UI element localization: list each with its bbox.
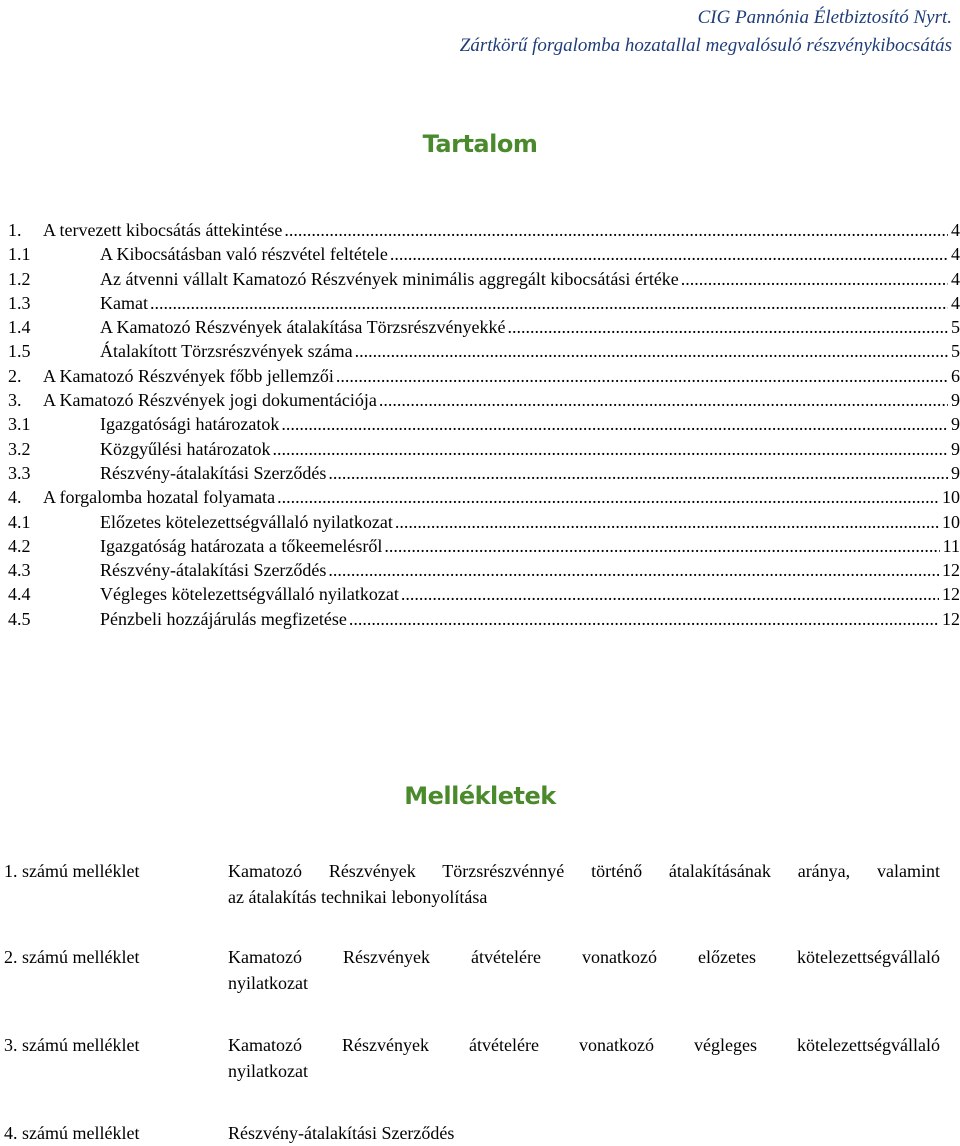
toc-entry[interactable] (0, 461, 960, 485)
toc-entry-number: 3.3 (8, 462, 31, 483)
toc-entry-page: 9 (951, 414, 960, 435)
toc-entry-title: A Kamatozó Részvények jogi dokumentációja (43, 390, 377, 411)
toc-entry-number: 4.4 (8, 584, 31, 605)
toc-entry[interactable] (0, 388, 960, 412)
toc-dot-leader (328, 558, 939, 582)
toc-entry-number: 4.5 (8, 608, 31, 629)
toc-dot-leader (681, 267, 948, 291)
toc-entry-page: 10 (942, 487, 960, 508)
toc-entry-page: 12 (942, 584, 960, 605)
appendix-description-line: Részvény-átalakítási Szerződés (228, 1123, 455, 1143)
toc-entry-page: 12 (942, 608, 960, 629)
toc-entry-page: 9 (951, 462, 960, 483)
toc-dot-leader (281, 412, 948, 436)
toc-entry-number: 1.1 (8, 244, 31, 265)
page-header (460, 4, 952, 60)
toc-entry[interactable] (0, 218, 960, 242)
toc-entry-page: 4 (951, 268, 960, 289)
toc-entry-title: Közgyűlési határozatok (100, 438, 271, 459)
toc-entry-title: A Kibocsátásban való részvétel feltétele (100, 244, 388, 265)
toc-entry[interactable] (0, 315, 960, 339)
toc-entry[interactable] (0, 534, 960, 558)
toc-dot-leader (336, 364, 948, 388)
toc-dot-leader (401, 582, 939, 606)
toc-entry-number: 1.4 (8, 317, 31, 338)
toc-entry-page: 9 (951, 390, 960, 411)
appendix-description (228, 1120, 940, 1146)
toc-entry-title: A tervezett kibocsátás áttekintése (43, 220, 283, 240)
toc-entry-title: Előzetes kötelezettségvállaló nyilatkozat (100, 511, 393, 532)
appendix-description (228, 858, 940, 910)
toc-entry-title: Végleges kötelezettségvállaló nyilatkozat (100, 584, 399, 605)
toc-dot-leader (355, 339, 948, 363)
appendix-description-line: Kamatozó Részvények átvételére vonatkozó végleges kötelezettségvállaló (228, 1035, 940, 1055)
toc-entry-title: Az átvenni vállalt Kamatozó Részvények minimális aggregált kibocsátási értéke (100, 268, 679, 289)
toc-entry[interactable] (0, 485, 960, 509)
toc-entry-number: 2. (8, 365, 22, 386)
toc-entry-title: A Kamatozó Részvények főbb jellemzői (43, 365, 334, 386)
toc-entry[interactable] (0, 242, 960, 266)
toc-entry-number: 4.3 (8, 560, 31, 581)
toc-entry[interactable] (0, 607, 960, 631)
table-of-contents (0, 218, 960, 631)
appendix-description-line: az átalakítás technikai lebonyolítása (228, 887, 488, 907)
toc-entry-number: 4.1 (8, 511, 31, 532)
appendix-description (228, 1032, 940, 1084)
toc-entry-number: 4. (8, 487, 22, 508)
toc-entry-number: 1.3 (8, 292, 31, 313)
toc-entry-page: 4 (951, 244, 960, 265)
toc-entry-number: 3.1 (8, 414, 31, 435)
appendix-description-line: Kamatozó Részvények Törzsrészvénnyé történő átalakításának aránya, valamint (228, 861, 940, 881)
toc-dot-leader (508, 315, 948, 339)
toc-dot-leader (328, 461, 948, 485)
toc-dot-leader (379, 388, 948, 412)
toc-dot-leader (277, 485, 939, 509)
appendix-label: 2. számú melléklet (4, 947, 140, 967)
toc-entry-title: Igazgatóság határozata a tőkeemelésről (100, 535, 383, 556)
toc-entry-page: 12 (942, 560, 960, 581)
toc-entry[interactable] (0, 510, 960, 534)
appendix-description (228, 944, 940, 996)
appendix-description-line: Kamatozó Részvények átvételére vonatkozó előzetes kötelezettségvállaló (228, 947, 940, 967)
toc-entry[interactable] (0, 364, 960, 388)
toc-entry[interactable] (0, 291, 960, 315)
toc-entry-page: 5 (951, 317, 960, 338)
toc-entry-title: Kamat (100, 292, 148, 313)
toc-entry[interactable] (0, 582, 960, 606)
toc-entry-number: 4.2 (8, 535, 31, 556)
appendix-description-line: nyilatkozat (228, 973, 308, 993)
toc-entry-page: 6 (951, 365, 960, 386)
toc-entry-title: Részvény-átalakítási Szerződés (100, 560, 327, 581)
toc-entry-page: 4 (951, 292, 960, 313)
toc-entry-title: A forgalomba hozatal folyamata (43, 487, 276, 508)
toc-entry[interactable] (0, 412, 960, 436)
appendix-label: 3. számú melléklet (4, 1035, 140, 1055)
toc-entry-title: Részvény-átalakítási Szerződés (100, 462, 327, 483)
toc-entry-number: 1. (8, 220, 22, 240)
toc-entry-title: Igazgatósági határozatok (100, 414, 280, 435)
toc-dot-leader (390, 242, 948, 266)
toc-entry-number: 3. (8, 390, 22, 411)
toc-entry[interactable] (0, 339, 960, 363)
toc-entry-title: A Kamatozó Részvények átalakítása Törzsrészvényekké (100, 317, 506, 338)
appendix-label: 1. számú melléklet (4, 861, 140, 881)
company-name: CIG Pannónia Életbiztosító Nyrt. (697, 7, 952, 28)
toc-entry[interactable] (0, 558, 960, 582)
toc-entry-page: 4 (951, 220, 960, 240)
document-subtitle: Zártkörű forgalomba hozatallal megvalósuló részvénykibocsátás (459, 35, 952, 56)
toc-dot-leader (150, 291, 948, 315)
appendix-label: 4. számú melléklet (4, 1123, 140, 1143)
toc-entry-number: 3.2 (8, 438, 31, 459)
toc-entry-number: 1.5 (8, 341, 31, 362)
toc-entry-page: 11 (942, 535, 960, 556)
appendices-title: Mellékletek (404, 782, 556, 810)
toc-entry-page: 10 (942, 511, 960, 532)
toc-entry-number: 1.2 (8, 268, 31, 289)
toc-entry-title: Átalakított Törzsrészvények száma (100, 341, 353, 362)
toc-title: Tartalom (422, 130, 538, 158)
toc-entry-page: 5 (951, 341, 960, 362)
toc-dot-leader (349, 607, 939, 631)
toc-dot-leader (284, 218, 948, 242)
appendix-description-line: nyilatkozat (228, 1061, 308, 1081)
toc-entry[interactable] (0, 267, 960, 291)
toc-entry-title: Pénzbeli hozzájárulás megfizetése (100, 608, 347, 629)
toc-dot-leader (395, 510, 939, 534)
toc-entry[interactable] (0, 437, 960, 461)
toc-dot-leader (272, 437, 948, 461)
toc-dot-leader (384, 534, 939, 558)
toc-entry-page: 9 (951, 438, 960, 459)
